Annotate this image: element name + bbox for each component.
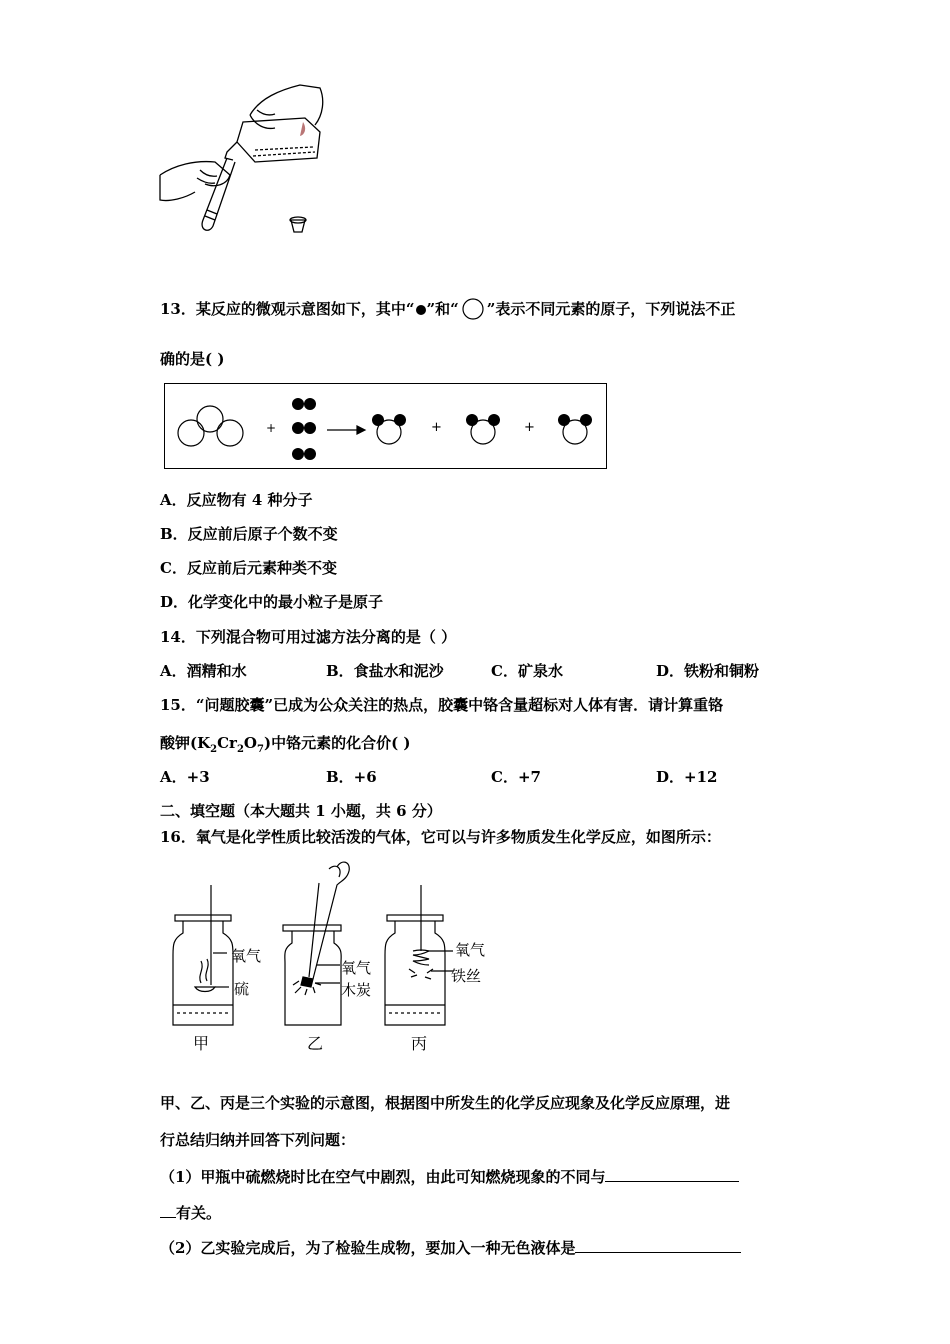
q14-stem: 14．下列混合物可用过滤方法分离的是（ ） [160,628,457,646]
q16-stem: 16．氧气是化学性质比较活泼的气体，它可以与许多物质发生化学反应，如图所示： [160,828,721,846]
q16-sub1-cont [160,1201,221,1223]
q16-sub1-text: （1）甲瓶中硫燃烧时比在空气中剧烈，由此可知燃烧现象的不同与 [160,1168,606,1186]
q16-para2: 行总结归纳并回答下列问题： [160,1131,356,1149]
q16-sub1-blank-cont [160,1201,176,1218]
q15-sub-k: 2 [210,744,218,755]
q13-stem-line2: 确的是( ) [160,350,225,368]
jars-svg [165,855,505,1055]
reaction-svg [165,384,605,467]
jia-label-sulfur: 硫 [234,980,250,998]
q15-formula-cr: Cr [217,734,237,752]
q16-sub2-blank [575,1236,741,1253]
jia-label-gas: 氧气 [231,947,262,965]
q13-stem-mid: ”和“ [426,300,459,318]
q15-stem-line2 [160,733,410,760]
yi-label-charcoal: 木炭 [341,981,372,999]
reaction-arrow [327,426,365,434]
q15-sub-cr: 2 [236,744,244,755]
bing-caption: 丙 [411,1034,428,1053]
plus-sign-1: + [266,421,277,435]
product-molecule-2 [466,414,500,444]
q13-option-d: D．化学变化中的最小粒子是原子 [160,593,384,611]
q14-option-c: C．矿泉水 [491,662,563,680]
q15-option-c: C．+7 [491,768,541,786]
black-atom-icon [415,304,427,316]
q16-sub1-blank [605,1165,739,1182]
q14-option-d: D．铁粉和铜粉 [656,662,760,680]
section-title: 二、填空题（本大题共 1 小题，共 6 分） [160,802,442,820]
plus-sign-3: + [524,420,535,435]
q13-option-b: B．反应前后原子个数不变 [160,525,338,543]
white-molecule [178,406,243,446]
q15-formula-o: O [243,734,257,752]
q16-sub2 [160,1236,741,1258]
q16-sub1-cont-text: 有关。 [176,1204,222,1222]
q15-formula-pre: 酸钾(K [160,734,211,752]
black-molecules [292,398,316,460]
q14-option-a: A．酒精和水 [160,662,247,680]
q15-option-b: B．+6 [326,768,377,786]
q13-stem-line1 [160,298,735,322]
q16-sub1 [160,1165,739,1187]
q15-stem-line1: 15．“问题胶囊”已成为公众关注的热点，胶囊中铬含量超标对人体有害．请计算重铬 [160,696,724,714]
yi-label-gas: 氧气 [341,959,372,977]
yi-caption: 乙 [307,1034,324,1053]
bing-label-iron: 铁丝 [451,967,482,985]
q15-sub-o: 7 [257,744,264,755]
q16-para1: 甲、乙、丙是三个实验的示意图，根据图中所发生的化学反应现象及化学反应原理，进 [160,1094,731,1112]
q13-stem-post: ”表示不同元素的原子，下列说法不正 [486,300,736,318]
q13-option-a: A．反应物有 4 种分子 [160,491,313,509]
q14-option-b: B．食盐水和泥沙 [326,662,444,680]
plus-sign-2: + [431,420,442,435]
q13-stem-pre: 13．某反应的微观示意图如下，其中“ [160,300,415,318]
reaction-diagram [164,383,607,469]
q16-sub2-text: （2）乙实验完成后，为了检验生成物，要加入一种无色液体是 [160,1239,576,1257]
jia-caption: 甲 [193,1034,210,1053]
product-molecule-1 [372,414,406,444]
product-molecule-3 [558,414,592,444]
pouring-liquid-figure [155,80,345,245]
q15-formula-post: )中铬元素的化合价( ) [263,734,411,752]
q13-option-c: C．反应前后元素种类不变 [160,559,337,577]
q15-option-d: D．+12 [656,768,718,786]
oxygen-experiments-figure [165,855,505,1055]
white-atom-icon [459,298,487,322]
bing-label-gas: 氧气 [455,941,486,959]
q15-option-a: A．+3 [160,768,210,786]
